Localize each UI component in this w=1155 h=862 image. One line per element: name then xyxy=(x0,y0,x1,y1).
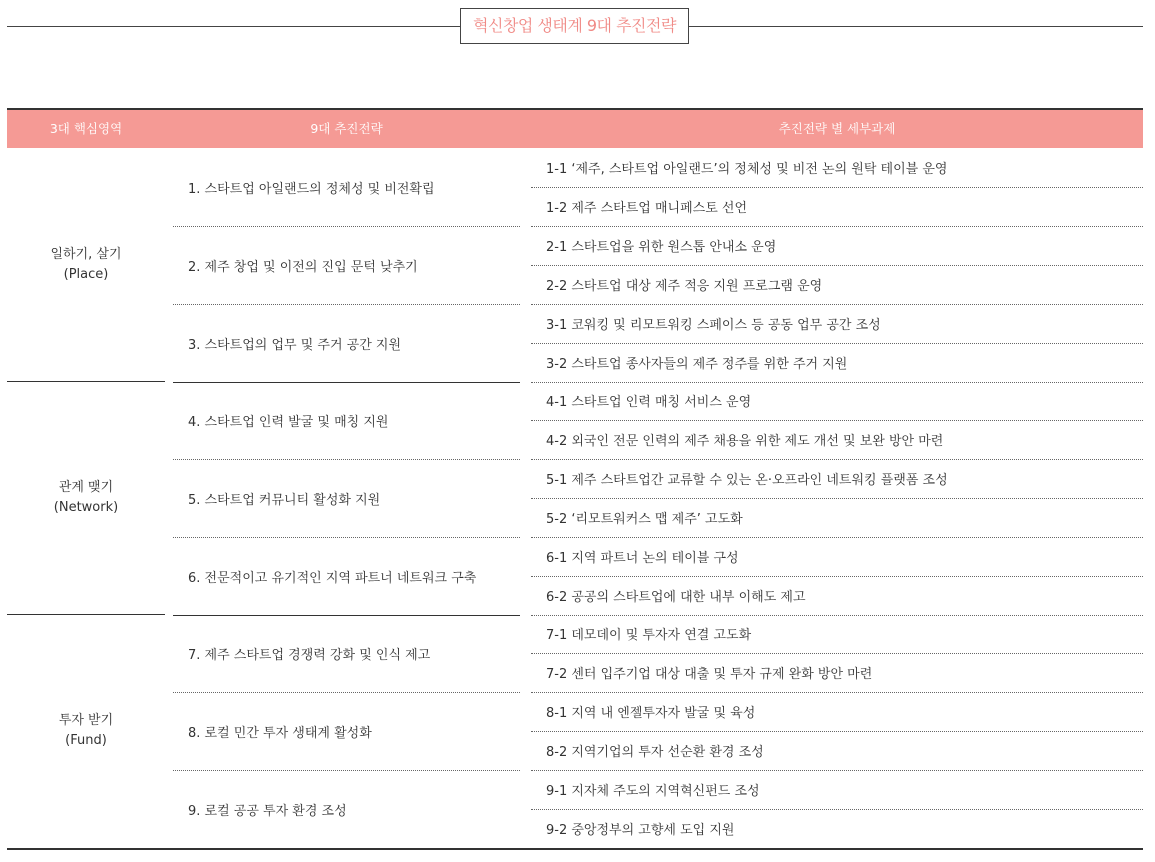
strategy-cell: 4. 스타트업 인력 발굴 및 매칭 지원 xyxy=(188,414,389,430)
task-cell: 5-2 ‘리모트워커스 맵 제주’ 고도화 xyxy=(546,512,743,527)
task-cell: 9-1 지자체 주도의 지역혁신펀드 조성 xyxy=(546,784,760,799)
strategy-cell: 9. 로컬 공공 투자 환경 조성 xyxy=(188,803,347,819)
header-strategy: 9대 추진전략 xyxy=(310,121,383,136)
task-cell: 8-1 지역 내 엔젤투자자 발굴 및 육성 xyxy=(546,706,756,721)
task-cell: 6-2 공공의 스타트업에 대한 내부 이해도 제고 xyxy=(546,590,806,605)
task-cell: 9-2 중앙정부의 고향세 도입 지원 xyxy=(546,823,735,838)
task-cell: 8-2 지역기업의 투자 선순환 환경 조성 xyxy=(546,745,764,760)
task-cell: 1-2 제주 스타트업 매니페스토 선언 xyxy=(546,201,748,216)
strategy-cell: 6. 전문적이고 유기적인 지역 파트너 네트워크 구축 xyxy=(188,570,477,586)
header-task: 추진전략 별 세부과제 xyxy=(778,121,896,136)
core-area-name: 일하기, 살기 xyxy=(50,246,122,262)
task-cell: 2-2 스타트업 대상 제주 적응 지원 프로그램 운영 xyxy=(546,279,823,294)
table-header xyxy=(7,110,1143,148)
table-bottom-border xyxy=(7,848,1143,850)
task-cell: 7-2 센터 입주기업 대상 대출 및 투자 규제 완화 방안 마련 xyxy=(546,667,873,682)
task-cell: 1-1 ‘제주, 스타트업 아일랜드’의 정체성 및 비전 논의 원탁 테이블 운영 xyxy=(546,162,948,177)
core-area-label xyxy=(59,711,113,751)
core-area-cell xyxy=(7,381,165,614)
task-cell: 4-1 스타트업 인력 매칭 서비스 운영 xyxy=(546,395,752,410)
title-row xyxy=(7,8,1143,44)
task-cell: 2-1 스타트업을 위한 원스톱 안내소 운영 xyxy=(546,240,777,255)
core-area-cell xyxy=(7,148,165,381)
core-area-name: 관계 맺기 xyxy=(58,479,114,495)
page-title: 혁신창업 생태계 9대 추진전략 xyxy=(460,8,689,44)
core-area-english: (Network) xyxy=(53,499,119,515)
task-cell: 7-1 데모데이 및 투자자 연결 고도화 xyxy=(546,628,752,643)
task-cell: 3-2 스타트업 종사자들의 제주 정주를 위한 주거 지원 xyxy=(546,357,848,372)
strategy-cell: 7. 제주 스타트업 경쟁력 강화 및 인식 제고 xyxy=(188,647,431,663)
core-area-english: (Place) xyxy=(63,266,109,282)
core-area-name: 투자 받기 xyxy=(58,712,114,728)
task-cell: 4-2 외국인 전문 인력의 제주 채용을 위한 제도 개선 및 보완 방안 마련 xyxy=(546,434,944,449)
core-area-english: (Fund) xyxy=(65,732,107,748)
task-cell: 5-1 제주 스타트업간 교류할 수 있는 온·오프라인 네트워킹 플랫폼 조성 xyxy=(546,473,948,488)
strategy-cell: 5. 스타트업 커뮤니티 활성화 지원 xyxy=(188,492,381,508)
strategy-cell: 3. 스타트업의 업무 및 주거 공간 지원 xyxy=(188,337,402,353)
core-area-cell xyxy=(7,614,165,847)
task-cell: 6-1 지역 파트너 논의 테이블 구성 xyxy=(546,551,739,566)
strategy-cell: 1. 스타트업 아일랜드의 정체성 및 비전확립 xyxy=(188,181,435,197)
strategy-cell: 8. 로컬 민간 투자 생태계 활성화 xyxy=(188,725,372,741)
core-area-label xyxy=(50,245,121,285)
core-area-label xyxy=(54,478,118,518)
header-core-area: 3대 핵심영역 xyxy=(49,121,123,136)
task-cell: 3-1 코워킹 및 리모트워킹 스페이스 등 공동 업무 공간 조성 xyxy=(546,318,881,333)
table-body xyxy=(7,148,1143,848)
strategy-cell: 2. 제주 창업 및 이전의 진입 문턱 낮추기 xyxy=(188,259,418,275)
